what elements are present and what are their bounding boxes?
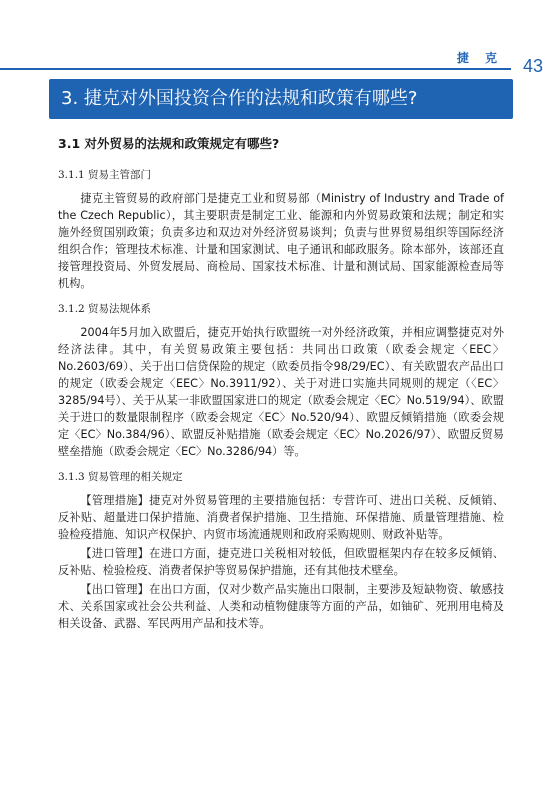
header-rule — [0, 68, 511, 70]
section-title: 3.1 对外贸易的法规和政策规定有哪些? — [58, 136, 280, 151]
paragraph: 【进口管理】在进口方面，捷克进口关税相对较低，但欧盟框架内存在较多反倾销、反补贴、检验检疫、消费者保护等贸易保护措施，还有其他技术壁垒。 — [58, 547, 504, 577]
paragraph: 【出口管理】在出口方面，仅对少数产品实施出口限制，主要涉及短缺物资、敏感技术、关系国家或社会公共利益、人类和动植物健康等方面的产品，如铀矿、死刑用电椅及相关设备、武器、军民两用产品和技术等。 — [58, 583, 504, 630]
subsection-title: 3.1.1 贸易主管部门 — [58, 169, 152, 181]
chapter-title-bar — [49, 79, 513, 119]
subsection-trade-law-system — [58, 300, 504, 460]
subsection-trade-authority — [58, 166, 504, 292]
paragraph: 捷克主管贸易的政府部门是捷克工业和贸易部（Ministry of Industry and Trade of the Czech Republic），其主要职责是制定工业、能源和内外贸易政策和法规；制定和实施外经贸国别政策；负责多边和双边对外经济贸易谈判；负责与世界贸易组织等国际经济组织合作；管理技术标准、计量和国家测试、电子通讯和邮政服务。除本部外，该部还直接管理投资局、外贸发展局、商检局、国家技术标准、计量和测试局、国家能源检查局等机构。 — [58, 192, 504, 290]
chapter-title: 3. 捷克对外国投资合作的法规和政策有哪些? — [61, 88, 418, 109]
subsection-trade-management — [58, 468, 504, 632]
page-content — [58, 134, 504, 634]
paragraph: 【管理措施】捷克对外贸易管理的主要措施包括：专营许可、进出口关税、反倾销、反补贴、超量进口保护措施、消费者保护措施、卫生措施、环保措施、质量管理措施、检验检疫措施、知识产权保护、内贸市场流通规则和政府采购规则、财政补贴等。 — [58, 494, 504, 541]
page-header — [0, 0, 559, 80]
subsection-title: 3.1.2 贸易法规体系 — [58, 303, 152, 315]
running-header-country: 捷 克 — [456, 51, 503, 65]
paragraph: 2004年5月加入欧盟后，捷克开始执行欧盟统一对外经济政策，并相应调整捷克对外经济法律。其中，有关贸易政策主要包括：共同出口政策（欧委会规定〈EEC〉No.2603/69）、关于出口信贷保险的规定（欧委员指令98/29/EC）、有关欧盟农产品出口的规定（欧委会规定〈EEC〉No.3911/92）、关于对进口实施共同规则的规定（〈EC〉3285/94号）、关于从某一非欧盟国家进口的规定（欧委会规定〈EC〉No.519/94）、欧盟关于进口的数量限制程序（欧委会规定〈EC〉No.520/94）、欧盟反倾销措施（欧委会规定〈EC〉No.384/96）、欧盟反补贴措施（欧委会规定〈EC〉No.2026/97）、欧盟反贸易壁垒措施（欧委会规定〈EC〉No.3286/94）等。 — [58, 326, 504, 458]
page-number: 43 — [522, 56, 544, 76]
subsection-title: 3.1.3 贸易管理的相关规定 — [58, 471, 183, 483]
